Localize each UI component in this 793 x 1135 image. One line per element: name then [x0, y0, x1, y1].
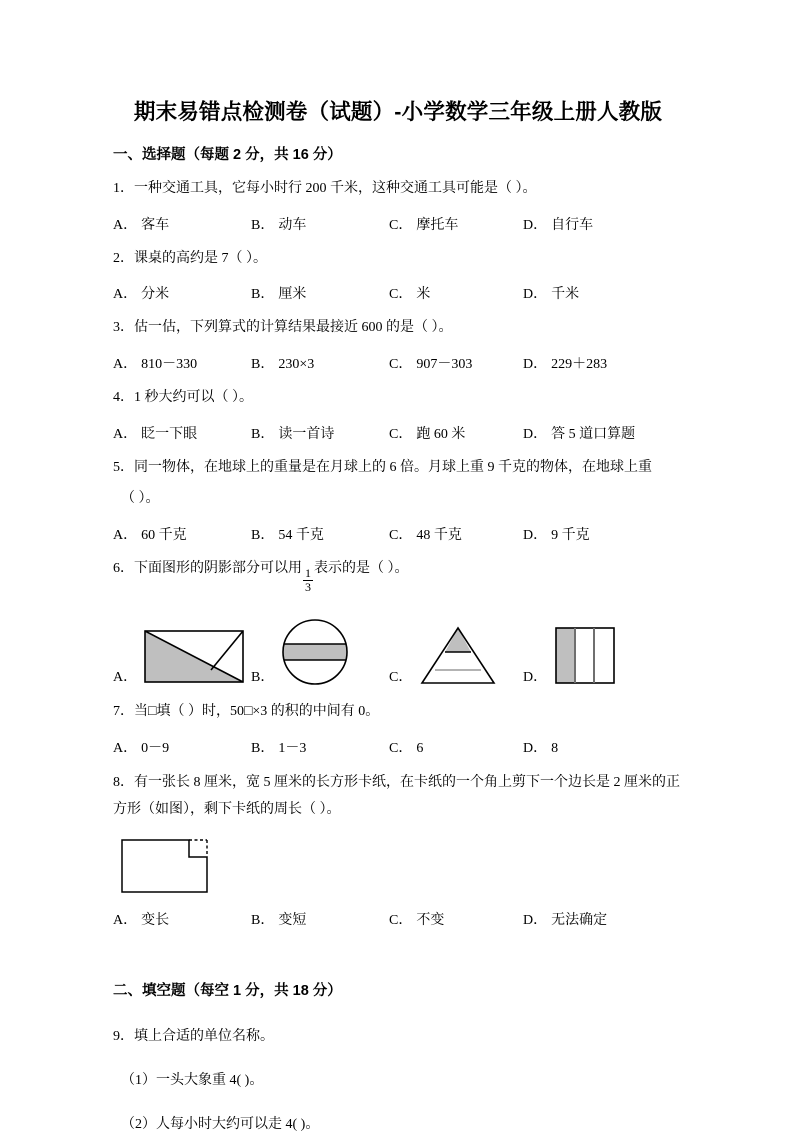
options-row-4 [113, 423, 683, 443]
option-1-b[interactable] [251, 214, 306, 234]
question-stem-7: 7．当□填（ ）时，50□×3 的积的中间有 0。 [113, 704, 380, 720]
option-label: B． [251, 913, 275, 929]
option-3-d[interactable] [523, 353, 607, 373]
option-label: D． [523, 528, 548, 544]
question-9-subitem-2: （2）人每小时大约可以走 4( )。 [121, 1116, 320, 1132]
option-4-d[interactable] [523, 423, 635, 443]
option-text: 9 千克 [551, 528, 590, 544]
option-label: D． [523, 426, 548, 442]
option-1-d[interactable] [523, 214, 593, 234]
option-text: 230×3 [278, 357, 315, 373]
section-heading-fill-blank: 二、填空题（每空 1 分，共 18 分） [113, 983, 342, 1000]
option-label: B． [251, 426, 275, 442]
option-5-b[interactable] [251, 524, 324, 544]
question-stem-5-continued: （ ）。 [121, 491, 160, 507]
question-stem-6 [113, 558, 683, 593]
figure-option-d[interactable] [523, 625, 619, 687]
option-text: 自行车 [551, 217, 594, 233]
option-text: 答 5 道口算题 [551, 426, 636, 442]
option-text: 变长 [141, 913, 170, 929]
page-title: 期末易错点检测卷（试题）-小学数学三年级上册人教版 [133, 100, 663, 124]
option-label: A． [113, 426, 138, 442]
option-2-d[interactable] [523, 283, 579, 303]
option-text: 无法确定 [551, 913, 608, 929]
option-text: 6 [416, 740, 424, 756]
option-3-c[interactable] [389, 353, 472, 373]
options-row-5 [113, 524, 683, 544]
figure-option-b[interactable] [251, 617, 350, 687]
option-text: 不变 [416, 913, 445, 929]
figure-label-c: C． [389, 670, 413, 686]
option-label: D． [523, 913, 548, 929]
option-label: C． [389, 217, 413, 233]
option-text: 1－3 [278, 740, 307, 756]
option-5-c[interactable] [389, 524, 462, 544]
fraction-numerator: 1 [305, 566, 311, 581]
option-text: 读一首诗 [278, 426, 335, 442]
option-3-a[interactable] [113, 353, 197, 373]
option-text: 54 千克 [278, 528, 324, 544]
question-stem-1: 1．一种交通工具，它每小时行 200 千米，这种交通工具可能是（ ）。 [113, 181, 537, 196]
options-row-1 [113, 214, 683, 234]
option-label: A． [113, 287, 138, 303]
option-5-a[interactable] [113, 524, 187, 544]
fraction-one-third [303, 567, 313, 593]
option-label: A． [113, 528, 138, 544]
option-8-c[interactable] [389, 909, 444, 929]
question-6-text-after: 表示的是（ ）。 [314, 561, 409, 577]
option-1-a[interactable] [113, 214, 169, 234]
option-text: 动车 [278, 217, 307, 233]
option-3-b[interactable] [251, 353, 314, 373]
option-label: D． [523, 217, 548, 233]
option-label: D． [523, 287, 548, 303]
option-label: C． [389, 740, 413, 756]
option-text: 客车 [141, 217, 170, 233]
option-5-d[interactable] [523, 524, 590, 544]
option-text: 8 [551, 740, 559, 756]
figure-label-b: B． [251, 670, 275, 686]
option-4-c[interactable] [389, 423, 465, 443]
figure-label-d: D． [523, 670, 548, 686]
figure-row-question-6 [113, 609, 683, 687]
question-stem-8: 8．有一张长 8 厘米，宽 5 厘米的长方形卡纸，在卡纸的一个角上剪下一个边长是 2 厘米的正方形（如图），剩下卡纸的周长（ ）。 [113, 774, 680, 818]
option-text: 0－9 [141, 740, 170, 756]
figure-option-a[interactable] [113, 629, 248, 687]
option-text: 810－330 [141, 357, 198, 373]
option-label: D． [523, 357, 548, 373]
page-content [113, 0, 683, 1135]
option-label: A． [113, 913, 138, 929]
option-7-b[interactable] [251, 737, 306, 757]
option-8-a[interactable] [113, 909, 169, 929]
option-label: C． [389, 528, 413, 544]
option-label: B． [251, 217, 275, 233]
option-label: B． [251, 357, 275, 373]
option-7-d[interactable] [523, 737, 558, 757]
option-4-b[interactable] [251, 423, 334, 443]
figure-question-8 [119, 837, 683, 895]
rectangle-diagonal-shaded-icon [143, 629, 248, 687]
option-text: 厘米 [278, 287, 307, 303]
option-7-c[interactable] [389, 737, 423, 757]
option-label: A． [113, 740, 138, 756]
option-1-c[interactable] [389, 214, 458, 234]
option-label: C． [389, 426, 413, 442]
option-text: 变短 [278, 913, 307, 929]
option-label: B． [251, 528, 275, 544]
option-2-c[interactable] [389, 283, 430, 303]
option-text: 眨一下眼 [141, 426, 198, 442]
question-stem-2: 2．课桌的高约是 7（ ）。 [113, 250, 267, 266]
option-label: C． [389, 357, 413, 373]
question-9-subitem-1: （1）一头大象重 4( )。 [121, 1073, 264, 1089]
option-text: 48 千克 [416, 528, 462, 544]
rectangle-with-corner-notch-icon [119, 837, 214, 895]
question-stem-5: 5．同一物体，在地球上的重量是在月球上的 6 倍。月球上重 9 千克的物体，在地球上重 [113, 459, 652, 475]
options-row-2 [113, 283, 683, 303]
square-three-strips-left-shaded-icon [553, 625, 619, 687]
options-row-7 [113, 737, 683, 757]
option-label: B． [251, 287, 275, 303]
option-label: C． [389, 913, 413, 929]
option-text: 米 [416, 287, 431, 303]
section-heading-choice: 一、选择题（每题 2 分，共 16 分） [113, 147, 342, 163]
option-8-d[interactable] [523, 909, 607, 929]
option-text: 60 千克 [141, 528, 187, 544]
option-label: A． [113, 357, 138, 373]
option-2-a[interactable] [113, 283, 169, 303]
figure-label-a: A． [113, 670, 138, 686]
circle-horizontal-band-shaded-icon [280, 617, 350, 687]
option-8-b[interactable] [251, 909, 306, 929]
option-label: C． [389, 287, 413, 303]
option-label: B． [251, 740, 275, 756]
option-text: 跑 60 米 [416, 426, 466, 442]
figure-option-c[interactable] [389, 625, 498, 687]
option-2-b[interactable] [251, 283, 306, 303]
fraction-denominator: 3 [305, 579, 311, 594]
option-text: 分米 [141, 287, 170, 303]
option-text: 907－303 [416, 357, 473, 373]
option-7-a[interactable] [113, 737, 169, 757]
option-label: D． [523, 740, 548, 756]
options-row-8 [113, 909, 683, 929]
option-4-a[interactable] [113, 423, 197, 443]
question-stem-3: 3．估一估，下列算式的计算结果最接近 600 的是（ ）。 [113, 320, 453, 336]
question-stem-9: 9．填上合适的单位名称。 [113, 1029, 274, 1045]
option-label: A． [113, 217, 138, 233]
question-stem-4: 4．1 秒大约可以（ ）。 [113, 390, 253, 406]
triangle-three-bands-top-shaded-icon [418, 625, 498, 687]
question-6-text-before: 6．下面图形的阴影部分可以用 [113, 561, 302, 577]
option-text: 229＋283 [551, 357, 608, 373]
option-text: 千米 [551, 287, 580, 303]
option-text: 摩托车 [416, 217, 459, 233]
options-row-3 [113, 353, 683, 373]
